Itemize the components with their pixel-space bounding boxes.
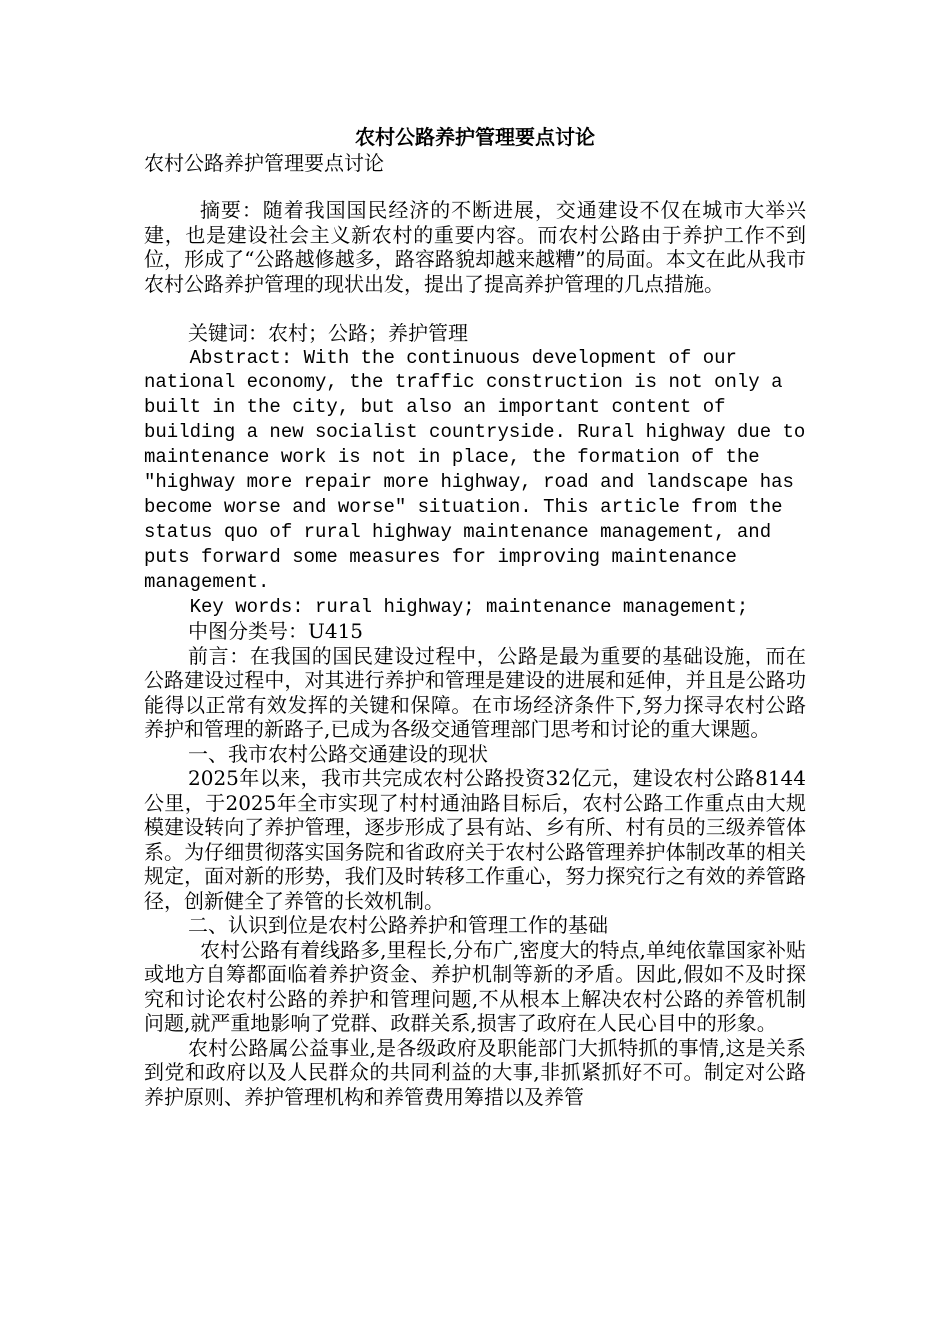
abstract-cn: 摘要：随着我国国民经济的不断进展，交通建设不仅在城市大举兴建，也是建设社会主义新农村的重要内容。而农村公路由于养护工作不到位，形成了“公路越修越多，路容路貌却越来越糟”的局面。本文在此从我市农村公路养护管理的现状出发，提出了提高养护管理的几点措施。	[144, 198, 806, 296]
keywords-cn: 关键词：农村；公路；养护管理	[188, 321, 468, 345]
abstract-en	[144, 346, 806, 595]
section-2-heading: 二、认识到位是农村公路养护和管理工作的基础	[188, 913, 608, 938]
abstract-en-line: puts forward some measures for improving maintenance	[144, 545, 737, 568]
section-1-heading: 一、我市农村公路交通建设的现状	[188, 741, 488, 766]
abstract-en-line: built in the city, but also an important content of	[144, 396, 726, 419]
document-body	[144, 124, 806, 1109]
section-1-paragraph: 2025年以来，我市共完成农村公路投资32亿元，建设农村公路8144公里，于2025年全市实现了村村通油路目标后，农村公路工作重点由大规模建设转向了养护管理，逐步形成了县有站、乡有所、村有员的三级养管体系。为仔细贯彻落实国务院和省政府关于农村公路管理养护体制改革的相关规定，面对新的形势，我们及时转移工作重心，努力探究行之有效的养管路径，创新健全了养管的长效机制。	[144, 766, 806, 913]
abstract-en-line: building a new socialist countryside. Rural highway due to	[144, 421, 806, 444]
abstract-en-line: Abstract: With the continuous development of our	[144, 346, 737, 369]
classification-number: 中图分类号：U415	[188, 619, 364, 644]
introduction-paragraph: 前言：在我国的国民建设过程中，公路是最为重要的基础设施，而在公路建设过程中，对其进行养护和管理是建设的进展和延伸，并且是公路功能得以正常有效发挥的关键和保障。在市场经济条件下,努力探寻农村公路养护和管理的新路子,已成为各级交通管理部门思考和讨论的重大课题。	[144, 643, 806, 742]
abstract-en-line: maintenance work is not in place, the formation of the	[144, 446, 760, 469]
abstract-en-line: become worse and worse" situation. This article from the	[144, 495, 783, 518]
abstract-en-line: "highway more repair more highway, road and landscape has	[144, 471, 794, 494]
abstract-en-line: national economy, the traffic construction is not only a	[144, 371, 783, 394]
abstract-en-line: management.	[144, 570, 270, 593]
keywords-en: Key words: rural highway; maintenance management;	[144, 595, 749, 618]
document-subtitle: 农村公路养护管理要点讨论	[144, 151, 384, 175]
abstract-en-line: status quo of rural highway maintenance management, and	[144, 520, 772, 543]
document-title: 农村公路养护管理要点讨论	[355, 125, 595, 149]
section-2-paragraph-2: 农村公路属公益事业,是各级政府及职能部门大抓特抓的事情,这是关系到党和政府以及人民群众的共同利益的大事,非抓紧抓好不可。制定对公路养护原则、养护管理机构和养管费用筹措以及养管	[144, 1035, 806, 1109]
section-2-paragraph-1: 农村公路有着线路多,里程长,分布广,密度大的特点,单纯依靠国家补贴或地方自筹都面临着养护资金、养护机制等新的矛盾。因此,假如不及时探究和讨论农村公路的养护和管理问题,不从根本上解决农村公路的养管机制问题,就严重地影响了党群、政群关系,损害了政府在人民心目中的形象。	[144, 937, 806, 1036]
